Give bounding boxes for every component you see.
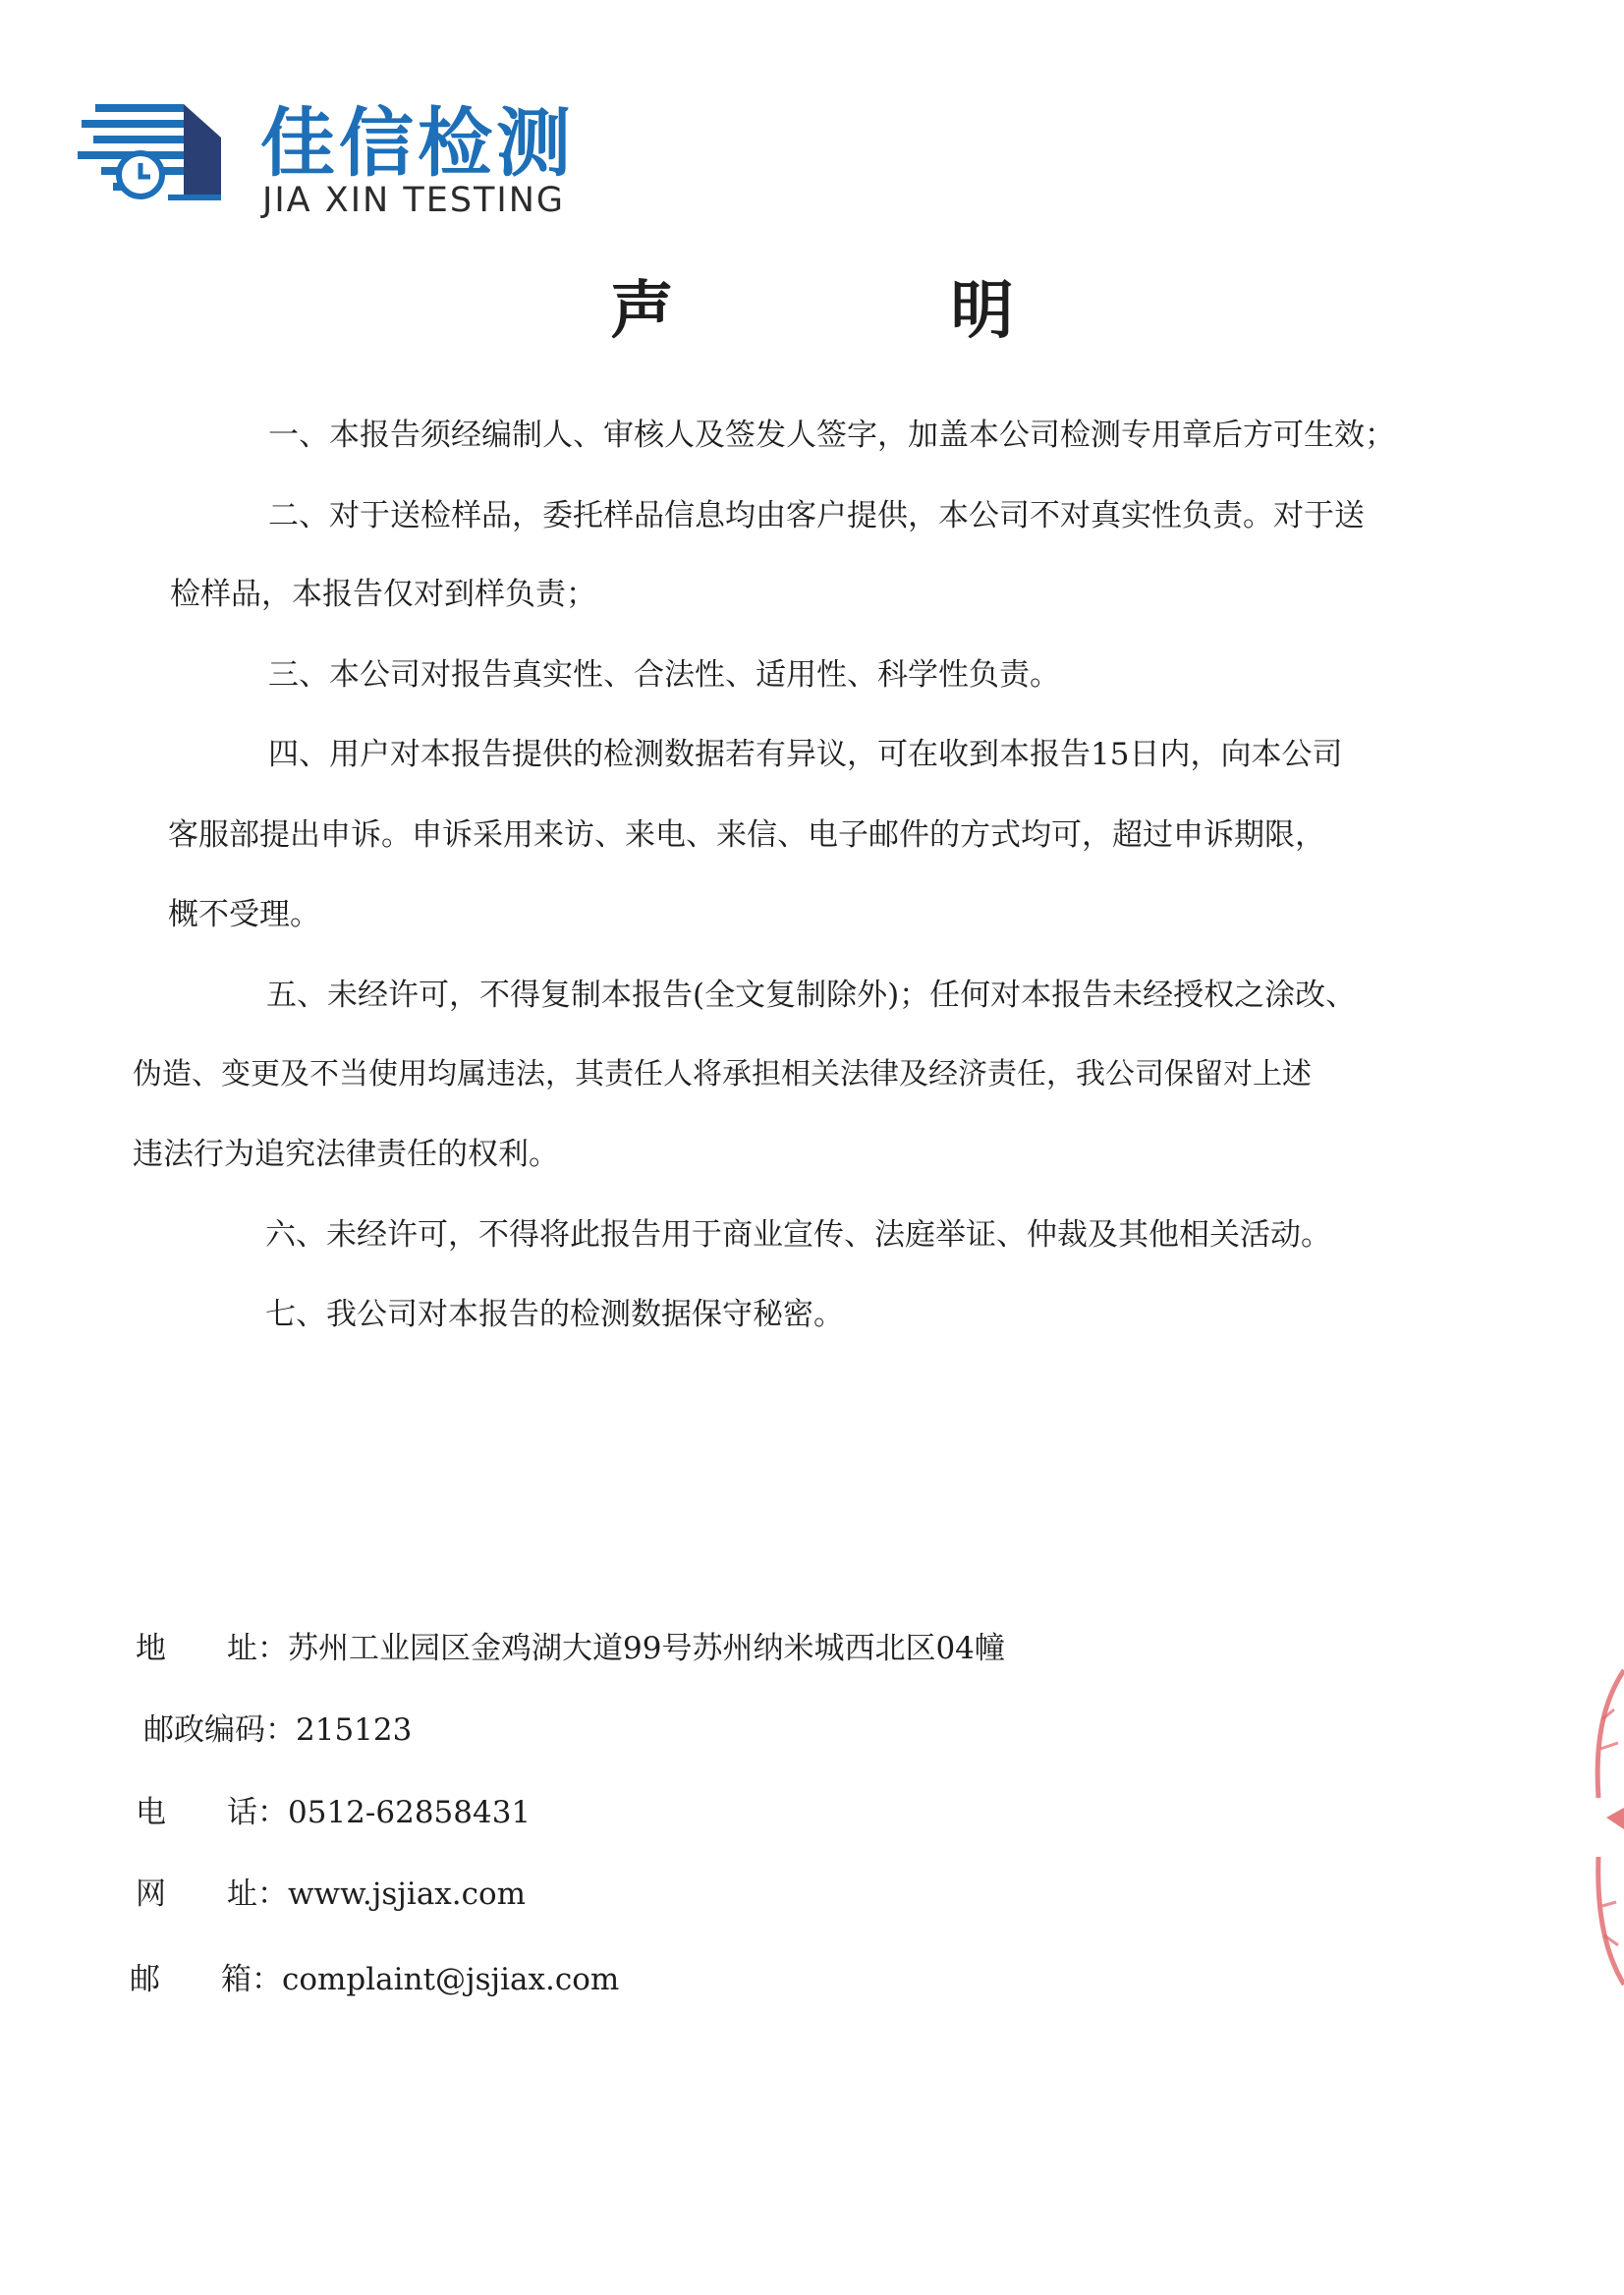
statement-line-5: 四、用户对本报告提供的检测数据若有异议，可在收到本报告15日内，向本公司	[268, 737, 1343, 772]
statement-line-11: 六、未经许可，不得将此报告用于商业宣传、法庭举证、仲裁及其他相关活动。	[265, 1217, 1331, 1253]
address-value: 苏州工业园区金鸡湖大道99号苏州纳米城西北区04幢	[288, 1631, 1005, 1666]
website-label: 网 址：	[136, 1876, 288, 1912]
contact-postcode	[143, 1710, 412, 1750]
address-label: 地 址：	[136, 1631, 288, 1666]
phone-value: 0512-62858431	[288, 1795, 532, 1830]
statement-line-12: 七、我公司对本报告的检测数据保守秘密。	[265, 1297, 844, 1332]
email-value: complaint@jsjiax.com	[282, 1962, 620, 1997]
postcode-value: 215123	[296, 1712, 413, 1748]
contact-address	[136, 1629, 1005, 1668]
statement-line-6: 客服部提出申诉。申诉采用来访、来电、来信、电子邮件的方式均可，超过申诉期限，	[168, 817, 1325, 853]
statement-line-1: 一、本报告须经编制人、审核人及签发人签字，加盖本公司检测专用章后方可生效；	[268, 418, 1395, 453]
website-value: www.jsjiax.com	[288, 1876, 527, 1912]
statement-line-9: 伪造、变更及不当使用均属违法，其责任人将承担相关法律及经济责任，我公司保留对上述	[133, 1057, 1312, 1092]
statement-line-10: 违法行为追究法律责任的权利。	[133, 1137, 559, 1172]
contact-phone	[136, 1793, 531, 1832]
phone-label: 电 话：	[136, 1795, 288, 1830]
statement-line-7: 概不受理。	[168, 897, 320, 932]
statement-line-2: 二、对于送检样品，委托样品信息均由客户提供，本公司不对真实性负责。对于送	[268, 498, 1365, 533]
contact-email	[130, 1960, 619, 1999]
logo-chinese-text: 佳信检测	[260, 99, 575, 187]
statement-line-3: 检样品，本报告仅对到样负责；	[170, 577, 596, 612]
truck-gauge-icon	[74, 98, 231, 216]
page-title: 声 明	[610, 275, 1142, 348]
company-logo	[74, 98, 585, 226]
partial-seal-stamp	[1585, 1660, 1624, 1994]
statement-line-4: 三、本公司对报告真实性、合法性、适用性、科学性负责。	[268, 657, 1060, 693]
contact-website	[136, 1875, 526, 1914]
postcode-label: 邮政编码：	[143, 1712, 296, 1748]
logo-english-text: JIA XIN TESTING	[262, 181, 566, 220]
statement-line-8: 五、未经许可，不得复制本报告(全文复制除外)；任何对本报告未经授权之涂改、	[266, 978, 1357, 1013]
email-label: 邮 箱：	[130, 1962, 282, 1997]
